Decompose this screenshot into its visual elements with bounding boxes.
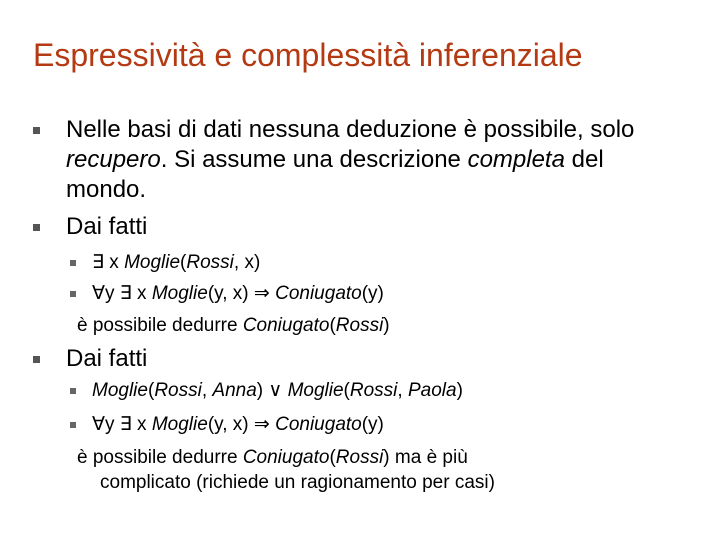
italic-term: Coniugato xyxy=(242,315,330,336)
text-run: ( xyxy=(147,380,155,401)
italic-term: Anna xyxy=(212,380,257,401)
text-run: Dai fatti xyxy=(66,345,148,372)
square-bullet-icon xyxy=(33,127,40,134)
text-run: è possibile dedurre xyxy=(77,315,243,336)
italic-term: Rossi xyxy=(154,380,202,401)
text-run: ) ma è più xyxy=(383,447,468,468)
text-run: Nelle basi di dati nessuna deduzione è possibile, solo xyxy=(66,116,635,143)
italic-term: Rossi xyxy=(186,252,234,273)
text-run: Dai fatti xyxy=(66,213,148,240)
text-run: è possibile dedurre xyxy=(77,447,243,468)
italic-term: Moglie xyxy=(287,380,344,401)
text-run: , x) xyxy=(233,252,261,273)
italic-term: Coniugato xyxy=(275,414,362,435)
square-bullet-icon xyxy=(70,388,76,394)
formula-text xyxy=(92,380,463,401)
conclusion-continuation: complicato (richiede un ragionamento per casi) xyxy=(100,472,495,493)
italic-term: Moglie xyxy=(151,414,208,435)
square-bullet-icon xyxy=(70,260,76,266)
square-bullet-icon xyxy=(70,291,76,297)
text-run: ) xyxy=(456,380,463,401)
italic-term: Moglie xyxy=(124,252,181,273)
text-run: ( xyxy=(343,380,350,401)
italic-term: recupero xyxy=(66,146,161,173)
bullet-item xyxy=(33,212,673,242)
italic-term: Moglie xyxy=(92,380,148,401)
formula-text xyxy=(92,414,384,435)
text-run: ( xyxy=(329,315,336,336)
text-run: ∃ x xyxy=(92,252,125,273)
italic-term: Moglie xyxy=(151,283,208,304)
italic-term: Coniugato xyxy=(275,283,362,304)
text-run: ( xyxy=(329,447,336,468)
text-run: . Si assume una descrizione xyxy=(160,146,468,173)
sub-bullet-item xyxy=(70,282,690,305)
italic-term: Paola xyxy=(407,380,457,401)
text-run: ( xyxy=(180,252,187,273)
bullet-item xyxy=(33,115,673,205)
formula-text xyxy=(92,252,260,273)
sub-bullet-item xyxy=(70,379,690,402)
text-run: del mondo. xyxy=(66,146,604,203)
square-bullet-icon xyxy=(33,356,40,363)
text-run: ) ∨ xyxy=(256,380,288,401)
italic-term: Rossi xyxy=(335,447,384,468)
text-run: , xyxy=(201,380,213,401)
text-run: , xyxy=(397,380,408,401)
text-run: ) xyxy=(383,315,390,336)
square-bullet-icon xyxy=(33,224,40,231)
bullet-item xyxy=(33,344,673,374)
italic-term: Rossi xyxy=(349,380,398,401)
text-run: (y, x) ⇒ xyxy=(207,414,276,435)
text-run: (y) xyxy=(361,283,384,304)
italic-term: Coniugato xyxy=(242,447,330,468)
sub-bullet-item xyxy=(70,251,690,274)
bullet-text xyxy=(66,212,673,242)
text-run: (y, x) ⇒ xyxy=(207,283,276,304)
text-run: ∀y ∃ x xyxy=(92,283,152,304)
conclusion-text xyxy=(77,314,697,337)
sub-bullet-item xyxy=(70,413,690,436)
conclusion-text xyxy=(77,446,697,469)
text-run: (y) xyxy=(361,414,384,435)
square-bullet-icon xyxy=(70,422,76,428)
formula-text xyxy=(92,283,384,304)
bullet-text xyxy=(66,115,673,205)
text-run: ∀y ∃ x xyxy=(92,414,152,435)
italic-term: Rossi xyxy=(335,315,384,336)
slide-title: Espressività e complessità inferenziale xyxy=(33,37,583,73)
italic-term: completa xyxy=(467,146,565,173)
bullet-text xyxy=(66,344,673,374)
